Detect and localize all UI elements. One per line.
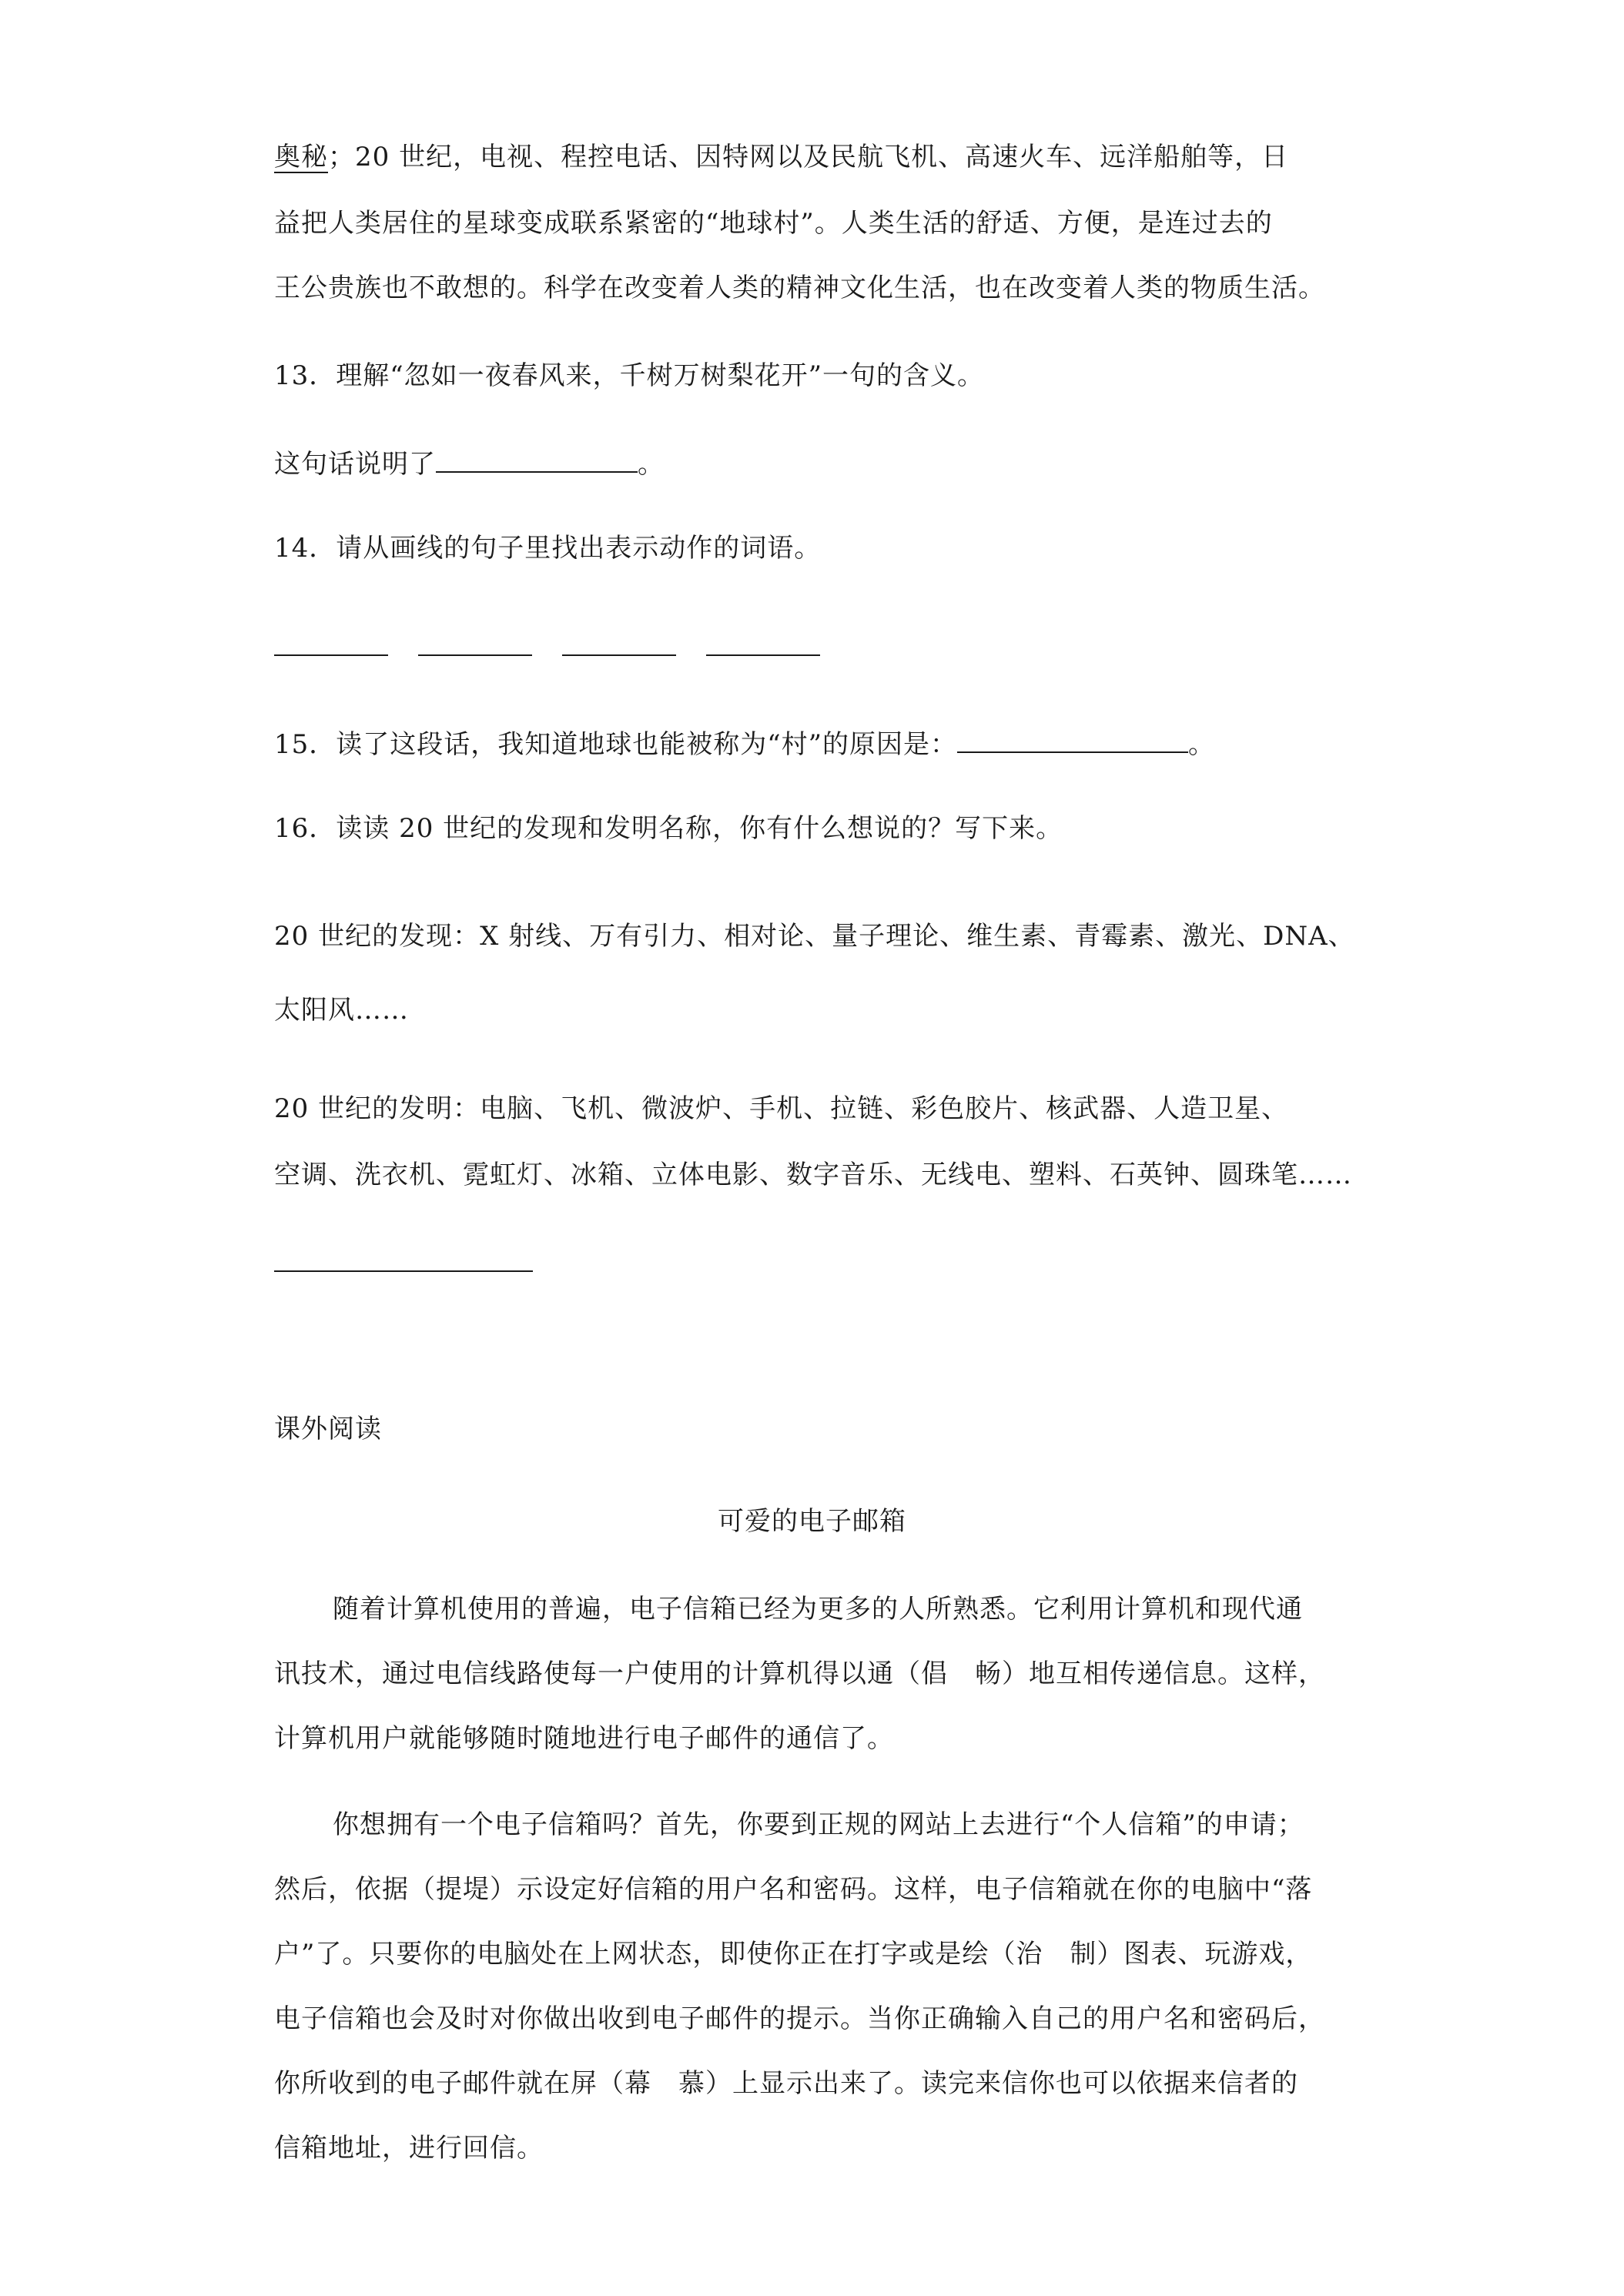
inventions-line-1: 20 世纪的发明：电脑、飞机、微波炉、手机、拉链、彩色胶片、核武器、人造卫星、 bbox=[274, 1093, 1289, 1124]
passage-line-1-text: ；20 世纪，电视、程控电话、因特网以及民航飞机、高速火车、远洋船舶等，日 bbox=[328, 142, 1289, 172]
question-13-answer-suffix: 。 bbox=[638, 449, 665, 480]
discoveries-line-1: 20 世纪的发现：X 射线、万有引力、相对论、量子理论、维生素、青霉素、激光、DNA、 bbox=[274, 921, 1355, 952]
paragraph-1-line-3: 计算机用户就能够随时随地进行电子邮件的通信了。 bbox=[274, 1723, 894, 1754]
paragraph-1-line-1: 随着计算机使用的普遍，电子信箱已经为更多的人所熟悉。它利用计算机和现代通 bbox=[333, 1594, 1303, 1625]
paragraph-2-line-6: 信箱地址，进行回信。 bbox=[274, 2133, 544, 2164]
question-14-blank-1[interactable] bbox=[274, 654, 388, 656]
question-13: 13．理解“忽如一夜春风来，千树万树梨花开”一句的含义。 bbox=[274, 360, 985, 391]
question-15-blank[interactable] bbox=[957, 725, 1188, 753]
question-16: 16．读读 20 世纪的发现和发明名称，你有什么想说的？写下来。 bbox=[274, 813, 1063, 844]
paragraph-2-line-4: 电子信箱也会及时对你做出收到电子邮件的提示。当你正确输入自己的用户名和密码后， bbox=[274, 2003, 1325, 2034]
question-16-answer-blank[interactable] bbox=[274, 1270, 533, 1272]
question-15-text: 15．读了这段话，我知道地球也能被称为“村”的原因是： bbox=[274, 729, 958, 760]
passage-line-1 bbox=[274, 140, 1288, 174]
paragraph-1-line-2: 讯技术，通过电信线路使每一户使用的计算机得以通（倡 畅）地互相传递信息。这样， bbox=[274, 1658, 1325, 1689]
section-label: 课外阅读 bbox=[274, 1414, 382, 1444]
question-13-answer-line bbox=[274, 445, 665, 481]
question-14-blank-3[interactable] bbox=[562, 654, 676, 656]
paragraph-2-line-3: 户”了。只要你的电脑处在上网状态，即使你正在打字或是绘（治 制）图表、玩游戏， bbox=[274, 1939, 1313, 1970]
paragraph-2-line-5: 你所收到的电子邮件就在屏（幕 慕）上显示出来了。读完来信你也可以依据来信者的 bbox=[274, 2068, 1298, 2099]
question-15-suffix: 。 bbox=[1188, 729, 1216, 760]
underlined-word: 奥秘 bbox=[274, 142, 328, 172]
passage-line-3: 王公贵族也不敢想的。科学在改变着人类的精神文化生活，也在改变着人类的物质生活。 bbox=[274, 273, 1325, 303]
question-13-answer-prefix: 这句话说明了 bbox=[274, 449, 436, 480]
question-13-answer-blank[interactable] bbox=[436, 445, 638, 473]
passage-line-2: 益把人类居住的星球变成联系紧密的“地球村”。人类生活的舒适、方便，是连过去的 bbox=[274, 208, 1273, 239]
question-14: 14．请从画线的句子里找出表示动作的词语。 bbox=[274, 533, 822, 564]
question-15 bbox=[274, 725, 1215, 761]
paragraph-2-line-2: 然后，依据（提堤）示设定好信箱的用户名和密码。这样，电子信箱就在你的电脑中“落 bbox=[274, 1874, 1313, 1905]
question-14-blank-2[interactable] bbox=[418, 654, 532, 656]
article-title: 可爱的电子邮箱 bbox=[718, 1506, 906, 1537]
discoveries-line-2: 太阳风…… bbox=[274, 995, 409, 1026]
paragraph-2-line-1: 你想拥有一个电子信箱吗？首先，你要到正规的网站上去进行“个人信箱”的申请； bbox=[333, 1809, 1304, 1840]
inventions-line-2: 空调、洗衣机、霓虹灯、冰箱、立体电影、数字音乐、无线电、塑料、石英钟、圆珠笔…… bbox=[274, 1160, 1352, 1190]
question-14-blank-4[interactable] bbox=[706, 654, 820, 656]
